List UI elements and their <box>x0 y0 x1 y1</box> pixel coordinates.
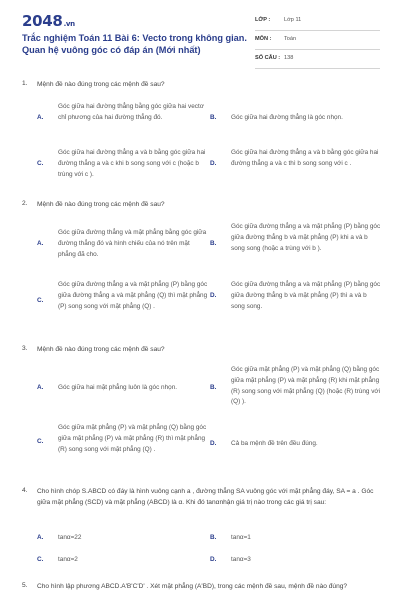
question-3 <box>22 345 380 480</box>
question-number: 4. <box>22 487 28 494</box>
option-letter: B. <box>210 384 217 391</box>
option-b[interactable] <box>210 365 380 421</box>
meta-label: LỚP : <box>255 17 271 23</box>
option-d[interactable] <box>210 439 380 453</box>
question-number: 2. <box>22 200 28 207</box>
question-text: Mệnh đề nào đúng trong các mệnh đề sau? <box>37 81 165 88</box>
document-title: Trắc nghiệm Toán 11 Bài 6: Vecto trong không gian. Quan hệ vuông góc có đáp án (Mới nhất) <box>22 33 247 55</box>
option-d[interactable] <box>210 148 380 182</box>
option-c[interactable] <box>37 423 212 469</box>
option-letter: A. <box>37 114 44 121</box>
option-text: Góc giữa hai đường thẳng a và b bằng góc giữa hai đường thẳng a và c khi b song song với c (hoặc b trùng với c ). <box>58 149 206 178</box>
question-number: 5. <box>22 582 28 589</box>
meta-row-count <box>255 50 380 69</box>
option-letter: C. <box>37 297 44 304</box>
meta-row-class <box>255 12 380 31</box>
option-letter: A. <box>37 240 44 247</box>
option-letter: D. <box>210 556 217 563</box>
option-c[interactable] <box>37 555 212 567</box>
option-letter: A. <box>37 534 44 541</box>
option-text: Góc giữa đường thẳng a và mặt phẳng (P) bằng góc giữa đường thẳng b và mặt phẳng (P) thì a và b song song. <box>231 281 381 310</box>
option-a[interactable] <box>37 228 212 264</box>
option-letter: D. <box>210 292 217 299</box>
option-letter: B. <box>210 534 217 541</box>
meta-value: Lớp 11 <box>284 17 302 23</box>
option-text: Cả ba mệnh đề trên đều đúng. <box>231 440 318 447</box>
question-number: 3. <box>22 345 28 352</box>
question-4 <box>22 487 380 572</box>
option-letter: A. <box>37 384 44 391</box>
question-5 <box>22 582 380 600</box>
document-meta <box>255 12 380 69</box>
option-a[interactable] <box>37 533 212 545</box>
meta-value: 138 <box>284 55 294 61</box>
question-text: Cho hình chóp S.ABCD có đáy là hình vuông cạnh a , đường thẳng SA vuông góc với mặt phẳng đáy, SA = a . Góc giữa mặt phẳng (SCD) và mặt phẳng (ABCD) là α. Khi đó tanαnhận giá trị nào trong các giá trị sau: <box>37 488 374 506</box>
question-number: 1. <box>22 80 28 87</box>
option-d[interactable] <box>210 280 380 316</box>
option-letter: C. <box>37 556 44 563</box>
option-text: Góc giữa hai mặt phẳng luôn là góc nhọn. <box>58 384 178 391</box>
option-letter: B. <box>210 240 217 247</box>
document-header <box>0 0 400 70</box>
option-letter: B. <box>210 114 217 121</box>
question-text: Mệnh đề nào đúng trong các mệnh đề sau? <box>37 346 165 353</box>
question-text: Cho hình lập phương ABCD.A'B'C'D' . Xét mặt phẳng (A'BD), trong các mệnh đề sau, mệnh đề nào đúng? <box>37 583 348 590</box>
option-a[interactable] <box>37 383 212 397</box>
option-text: Góc giữa đường thẳng và mặt phẳng bằng góc giữa đường thẳng đó và hình chiếu của nó trên mặt phẳng đã cho. <box>58 229 207 258</box>
option-c[interactable] <box>37 148 212 182</box>
option-a[interactable] <box>37 102 212 136</box>
meta-value: Toán <box>284 36 297 42</box>
option-d[interactable] <box>210 555 380 567</box>
option-text: tanα=2 <box>58 556 78 563</box>
option-text: tanα=1 <box>231 534 251 541</box>
option-b[interactable] <box>210 533 380 545</box>
logo-suffix: .vn <box>63 20 75 28</box>
question-text: Mệnh đề nào đúng trong các mệnh đề sau? <box>37 201 165 208</box>
site-logo[interactable] <box>22 12 75 30</box>
option-letter: D. <box>210 440 217 447</box>
option-text: tanα=22 <box>58 534 82 541</box>
question-1 <box>22 80 380 192</box>
option-text: Góc giữa hai đường thẳng là góc nhọn. <box>231 114 343 121</box>
question-2 <box>22 200 380 328</box>
option-b[interactable] <box>210 102 380 136</box>
meta-row-subject <box>255 31 380 50</box>
option-text: Góc giữa hai đường thẳng a và b bằng góc giữa hai đường thẳng a và c thì b song song với c . <box>231 149 379 167</box>
option-letter: C. <box>37 160 44 167</box>
option-text: Góc giữa đường thẳng a và mặt phẳng (P) bằng góc giữa đường thẳng b và mặt phẳng (P) khi a và b song song (hoặc a trùng với b ). <box>231 223 381 252</box>
option-text: Góc giữa hai đường thẳng bằng góc giữa hai vectơ chỉ phương của hai đường thẳng đó. <box>58 103 204 121</box>
option-text: Góc giữa mặt phẳng (P) và mặt phẳng (Q) bằng góc giữa mặt phẳng (P) và mặt phẳng (R) thì mặt phẳng (R) song song với mặt phẳng (Q) . <box>58 424 207 453</box>
option-c[interactable] <box>37 280 212 326</box>
meta-label: MÔN : <box>255 36 272 42</box>
option-letter: C. <box>37 438 44 445</box>
option-text: tanα=3 <box>231 556 251 563</box>
option-letter: D. <box>210 160 217 167</box>
option-text: Góc giữa đường thẳng a và mặt phẳng (P) bằng góc giữa đường thẳng a và mặt phẳng (Q) thì mặt phẳng (P) song song với mặt phẳng (Q) . <box>58 281 208 310</box>
meta-label: SỐ CÂU : <box>255 55 281 61</box>
logo-main: 2048 <box>22 12 63 30</box>
option-text: Góc giữa mặt phẳng (P) và mặt phẳng (Q) bằng góc giữa mặt phẳng (P) và mặt phẳng (R) khi mặt phẳng (R) song song với mặt phẳng (Q) (hoặc (R) trùng với (Q) ). <box>231 366 381 406</box>
option-b[interactable] <box>210 222 380 268</box>
